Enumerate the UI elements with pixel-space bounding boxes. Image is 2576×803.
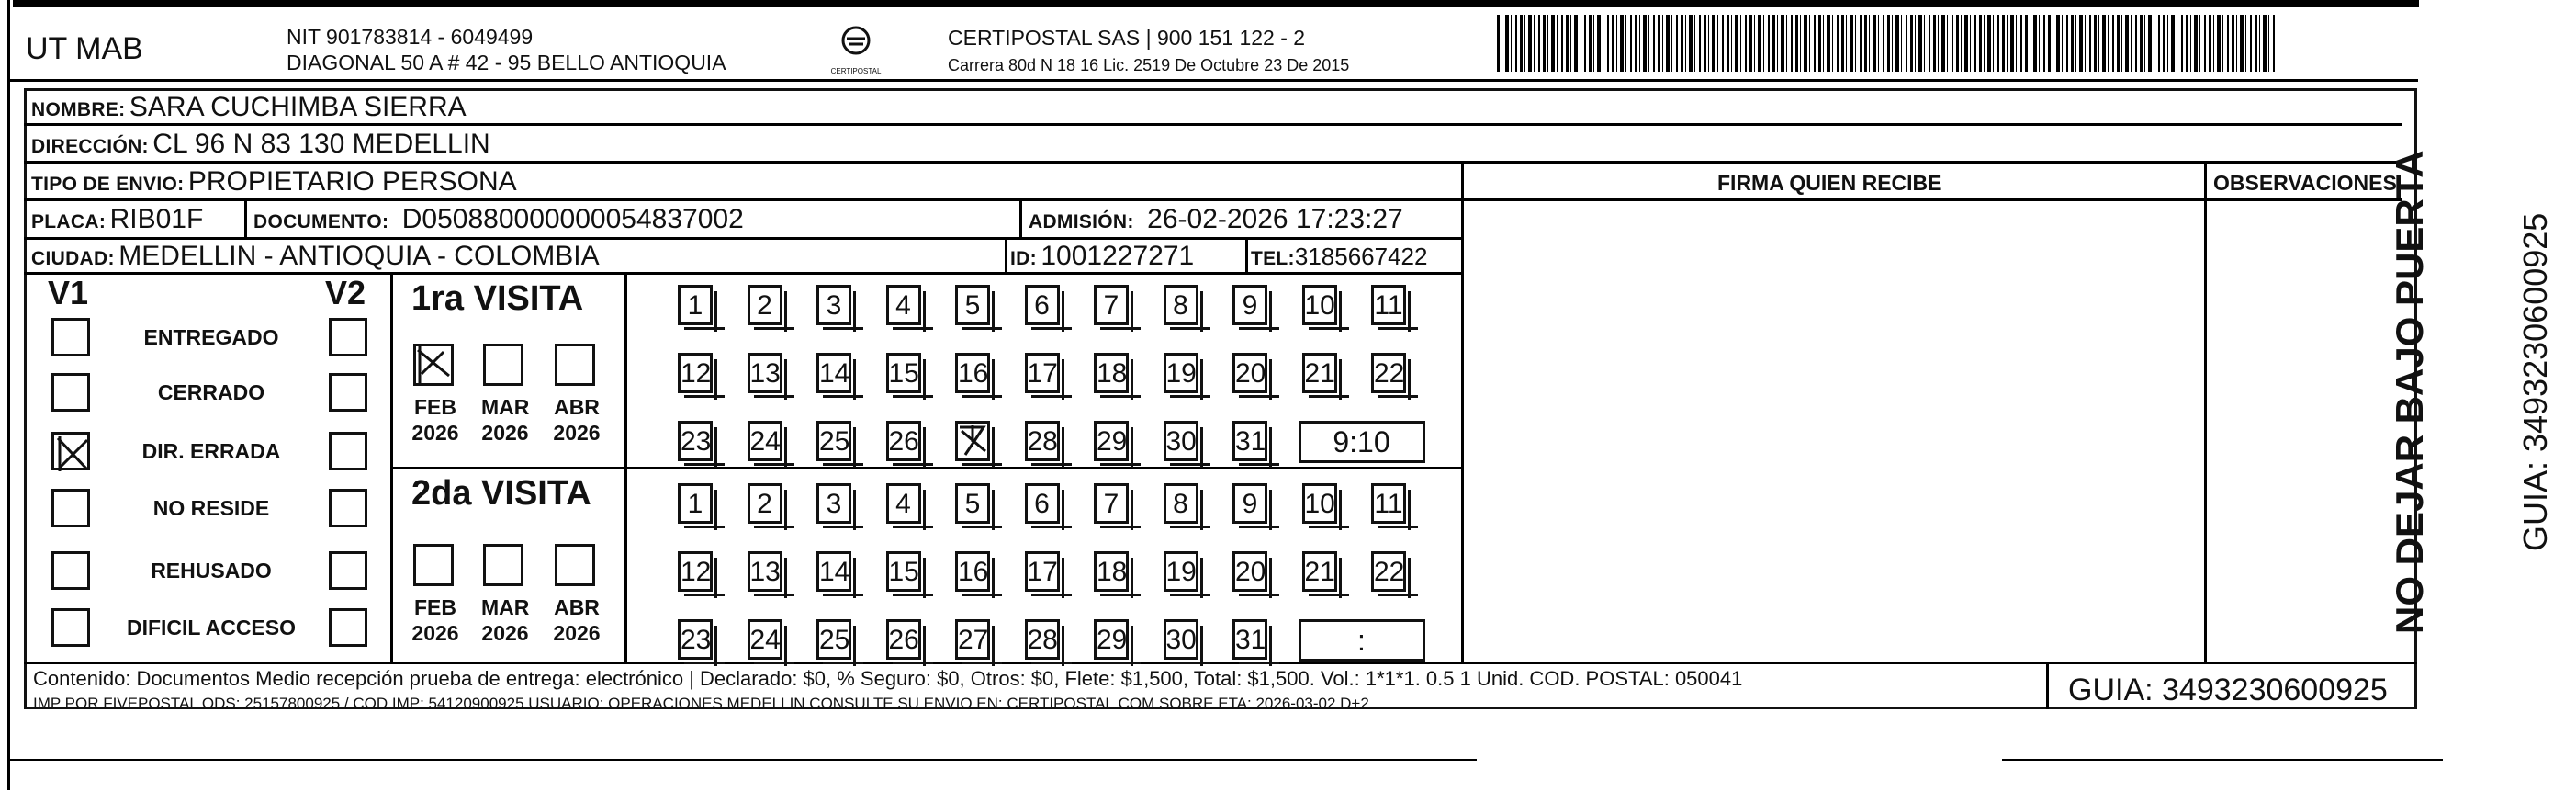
tipo-row <box>31 166 517 198</box>
day-box[interactable]: 30 <box>1164 421 1198 461</box>
v1-checkbox[interactable] <box>51 489 90 527</box>
day-box[interactable]: 31 <box>1232 421 1267 461</box>
certipostal-logo <box>828 24 883 75</box>
contenido-text: Contenido: Documentos Medio recepción prueba de entrega: electrónico | Declarado: $0, % Seguro: $0, Otros: $0, Flete: $1,500, Total: $1,500. Vol.: 1*1*1. 0.5 1 Unid. COD. POSTAL: 050041 <box>33 667 1743 690</box>
company-name: UT MAB <box>26 31 143 66</box>
col-line-guia <box>2046 662 2049 709</box>
firma-label: FIRMA QUIEN RECIBE <box>1717 171 1942 195</box>
day-box[interactable]: 28 <box>1025 619 1060 660</box>
tipo-label: TIPO DE ENVIO: <box>31 174 185 195</box>
day-box[interactable]: 10 <box>1302 483 1337 524</box>
status-option-label: NO RESIDE <box>152 496 270 520</box>
day-box[interactable]: 27 <box>955 619 990 660</box>
col-line-obs <box>2204 161 2207 662</box>
tel-cell <box>1251 243 1427 271</box>
row-line-3 <box>24 198 2402 201</box>
issuer-info <box>287 24 801 75</box>
day-box[interactable]: 15 <box>886 353 921 393</box>
day-box[interactable]: 17 <box>1025 551 1060 592</box>
day-box[interactable]: 24 <box>748 619 782 660</box>
placa-value: RIB01F <box>109 204 204 234</box>
month-checkbox[interactable] <box>483 544 523 586</box>
admision-value: 26-02-2026 17:23:27 <box>1147 204 1403 234</box>
day-box[interactable]: 4 <box>886 285 921 325</box>
month-checkbox[interactable] <box>483 344 523 386</box>
day-box[interactable]: 5 <box>955 483 990 524</box>
status-option-label: DIR. ERRADA <box>141 439 281 463</box>
day-box[interactable]: 20 <box>1232 551 1267 592</box>
direccion-value: CL 96 N 83 130 MEDELLIN <box>152 129 490 159</box>
id-value: 1001227271 <box>1041 241 1195 271</box>
issuer-address: DIAGONAL 50 A # 42 - 95 BELLO ANTIOQUIA <box>287 51 726 74</box>
tel-label: TEL: <box>1251 248 1295 269</box>
documento-label: DOCUMENTO: <box>253 211 389 232</box>
nombre-value: SARA CUCHIMBA SIERRA <box>129 92 467 122</box>
day-box[interactable]: 24 <box>748 421 782 461</box>
v1-checkbox[interactable] <box>51 432 90 470</box>
day-box[interactable]: 8 <box>1164 483 1198 524</box>
month-label: FEB <box>414 595 456 619</box>
nombre-row <box>31 92 467 123</box>
top-border <box>13 0 2419 7</box>
month-checkbox[interactable] <box>413 344 454 386</box>
status-option-label: CERRADO <box>157 380 265 404</box>
placa-label: PLACA: <box>31 211 107 232</box>
day-box[interactable]: 6 <box>1025 483 1060 524</box>
no-dejar-warning: NO DEJAR BAJO PUERTA <box>2388 150 2431 634</box>
documento-value: D050880000000054837002 <box>401 204 744 234</box>
day-box[interactable]: 29 <box>1094 421 1129 461</box>
v2-label: V2 <box>325 274 366 311</box>
placa-cell <box>31 204 203 235</box>
v1-checkbox[interactable] <box>51 551 90 590</box>
visit2-title: 2da VISITA <box>411 474 591 513</box>
day-box[interactable]: 5 <box>955 285 990 325</box>
day-box[interactable]: 1 <box>678 285 713 325</box>
time-box[interactable]: 9:10 <box>1299 421 1425 463</box>
bottom-border-right <box>2002 759 2443 761</box>
day-box[interactable]: 25 <box>816 619 851 660</box>
day-box[interactable]: 14 <box>816 551 851 592</box>
day-box[interactable]: 11 <box>1371 483 1406 524</box>
day-box[interactable]: 28 <box>1025 421 1060 461</box>
logo-text: CERTIPOSTAL <box>830 67 882 75</box>
col-line-tel <box>1245 237 1248 274</box>
imp-text: IMP POR FIVEPOSTAL ODS: 25157800925 / COD.IMP: 54120900925 USUARIO: OPERACIONES MEDELLIN CONSULTE SU ENVIO EN: CERTIPOSTAL.COM SOBRE ETA: 2026-03-02 D+2 <box>33 695 1369 712</box>
v2-checkbox[interactable] <box>329 551 367 590</box>
v2-checkbox[interactable] <box>329 318 367 356</box>
month-label: MAR <box>481 595 530 619</box>
header-divider <box>7 79 2418 82</box>
day-box[interactable]: 30 <box>1164 619 1198 660</box>
day-box[interactable]: 6 <box>1025 285 1060 325</box>
v1-checkbox[interactable] <box>51 373 90 412</box>
day-box[interactable]: 2 <box>748 483 782 524</box>
month-checkbox[interactable] <box>555 544 595 586</box>
v1-label: V1 <box>48 274 89 311</box>
ciudad-value: MEDELLIN - ANTIOQUIA - COLOMBIA <box>118 241 600 271</box>
carrier-license: Carrera 80d N 18 16 Lic. 2519 De Octubre 23 De 2015 <box>948 56 1350 74</box>
carrier-name: CERTIPOSTAL SAS | 900 151 122 - 2 <box>948 26 1306 50</box>
day-box[interactable]: 22 <box>1371 551 1406 592</box>
day-box[interactable]: 18 <box>1094 353 1129 393</box>
ciudad-cell <box>31 241 600 272</box>
day-box[interactable]: 2 <box>748 285 782 325</box>
day-box[interactable]: 26 <box>886 619 921 660</box>
id-cell <box>1010 241 1194 272</box>
day-box[interactable]: 29 <box>1094 619 1129 660</box>
row-line-2 <box>24 161 2402 164</box>
day-box[interactable]: 17 <box>1025 353 1060 393</box>
day-box[interactable]: 21 <box>1302 353 1337 393</box>
col-line-firma <box>1461 161 1464 662</box>
day-box[interactable]: 8 <box>1164 285 1198 325</box>
day-box[interactable]: 23 <box>678 619 713 660</box>
day-box[interactable]: 16 <box>955 353 990 393</box>
status-option-label: DIFICIL ACCESO <box>126 616 296 639</box>
v1-checkbox[interactable] <box>51 608 90 647</box>
day-box[interactable]: 9 <box>1232 483 1267 524</box>
left-border <box>7 0 10 790</box>
day-box[interactable]: 25 <box>816 421 851 461</box>
day-box[interactable]: 7 <box>1094 285 1129 325</box>
status-option-label: REHUSADO <box>151 559 272 582</box>
direccion-row <box>31 129 490 160</box>
day-box[interactable]: 13 <box>748 353 782 393</box>
year-label: 2026 <box>411 421 459 445</box>
year-label: 2026 <box>553 421 601 445</box>
day-box-marked[interactable] <box>955 421 990 461</box>
day-box[interactable]: 31 <box>1232 619 1267 660</box>
tel-value: 3185667422 <box>1294 243 1428 270</box>
month-checkbox[interactable] <box>555 344 595 386</box>
day-box[interactable]: 12 <box>678 353 713 393</box>
day-box[interactable]: 7 <box>1094 483 1129 524</box>
observaciones-label: OBSERVACIONES <box>2213 171 2397 195</box>
v2-checkbox[interactable] <box>329 608 367 647</box>
direccion-label: DIRECCIÓN: <box>31 136 149 157</box>
day-box[interactable]: 9 <box>1232 285 1267 325</box>
col-line-placa <box>244 198 247 239</box>
footer-guia: GUIA: 3493230600925 <box>2068 673 2388 707</box>
v2-checkbox[interactable] <box>329 373 367 412</box>
day-box[interactable]: 20 <box>1232 353 1267 393</box>
day-box[interactable]: 18 <box>1094 551 1129 592</box>
month-label: ABR <box>554 595 600 619</box>
day-box[interactable]: 15 <box>886 551 921 592</box>
bottom-border <box>7 759 1477 761</box>
day-box[interactable]: 19 <box>1164 353 1198 393</box>
ciudad-label: CIUDAD: <box>31 248 115 269</box>
year-label: 2026 <box>481 421 529 445</box>
nit: NIT 901783814 - 6049499 <box>287 25 534 49</box>
day-box[interactable]: 12 <box>678 551 713 592</box>
col-line-admision <box>1019 198 1022 239</box>
v2-checkbox[interactable] <box>329 432 367 470</box>
visit-split-line <box>390 467 1463 469</box>
day-box[interactable]: 19 <box>1164 551 1198 592</box>
year-label: 2026 <box>553 621 601 645</box>
barcode <box>1497 15 2278 72</box>
month-checkbox[interactable] <box>413 544 454 586</box>
day-box[interactable]: 21 <box>1302 551 1337 592</box>
time-box[interactable]: : <box>1299 619 1425 662</box>
day-box[interactable]: 26 <box>886 421 921 461</box>
day-box[interactable]: 3 <box>816 285 851 325</box>
col-line-id <box>1005 237 1007 274</box>
admision-label: ADMISIÓN: <box>1029 211 1134 232</box>
day-box[interactable]: 3 <box>816 483 851 524</box>
day-box[interactable]: 14 <box>816 353 851 393</box>
id-label: ID: <box>1010 248 1037 269</box>
row-line-footer <box>24 662 2417 664</box>
day-box[interactable]: 4 <box>886 483 921 524</box>
day-box[interactable]: 13 <box>748 551 782 592</box>
day-box[interactable]: 23 <box>678 421 713 461</box>
day-box[interactable]: 22 <box>1371 353 1406 393</box>
day-box[interactable]: 1 <box>678 483 713 524</box>
day-box[interactable]: 10 <box>1302 285 1337 325</box>
row-line-1 <box>24 123 2402 126</box>
month-label: ABR <box>554 395 600 419</box>
side-guia: GUIA: 3493230600925 <box>2516 212 2554 551</box>
year-label: 2026 <box>481 621 529 645</box>
day-box[interactable]: 11 <box>1371 285 1406 325</box>
documento-cell <box>253 204 744 235</box>
v1-checkbox[interactable] <box>51 318 90 356</box>
visit1-title: 1ra VISITA <box>411 279 584 318</box>
tipo-value: PROPIETARIO PERSONA <box>187 166 517 197</box>
carrier-info <box>948 24 1349 79</box>
month-label: MAR <box>481 395 530 419</box>
status-option-label: ENTREGADO <box>143 325 279 349</box>
admision-cell <box>1029 204 1403 235</box>
v2-checkbox[interactable] <box>329 489 367 527</box>
year-label: 2026 <box>411 621 459 645</box>
day-box[interactable]: 16 <box>955 551 990 592</box>
nombre-label: NOMBRE: <box>31 99 126 120</box>
month-label: FEB <box>414 395 456 419</box>
